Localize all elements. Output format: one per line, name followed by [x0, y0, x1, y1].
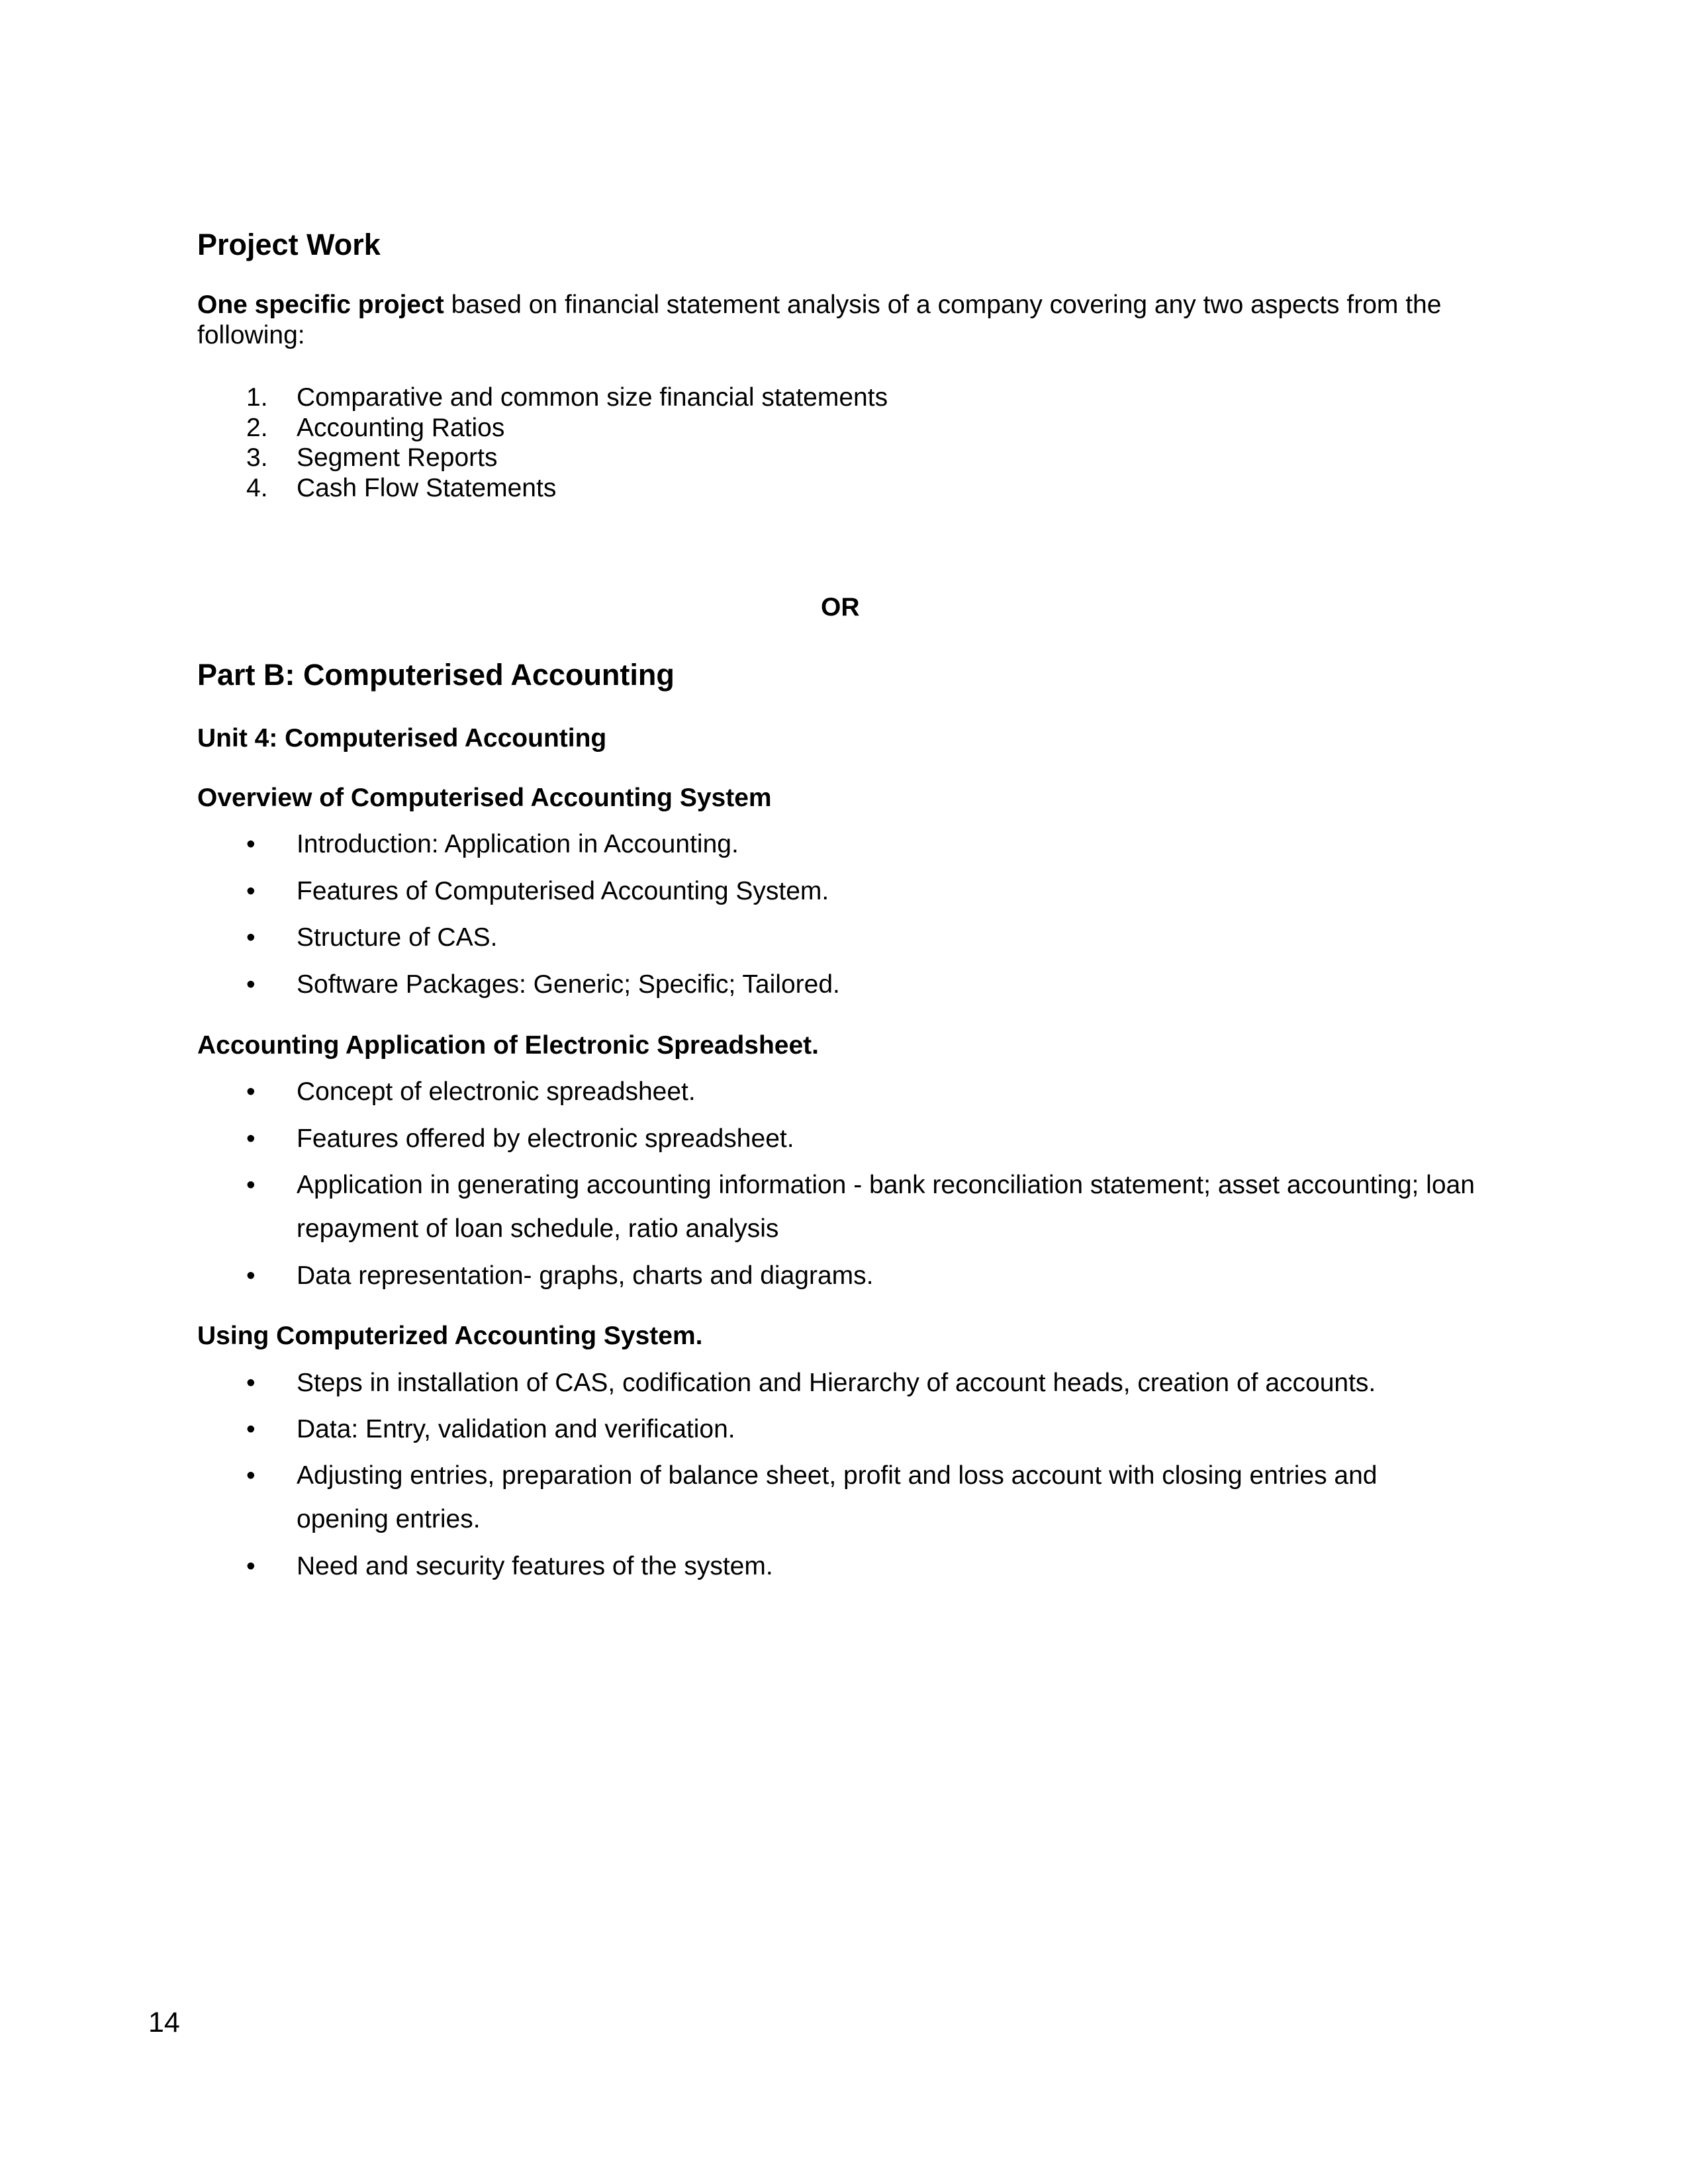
- section-heading-using-cas: Using Computerized Accounting System.: [197, 1322, 703, 1350]
- bullet: •: [246, 830, 256, 858]
- list-item: [246, 1408, 1504, 1451]
- bullet: •: [246, 877, 256, 905]
- list-item: [246, 413, 1372, 443]
- bullet-text: Introduction: Application in Accounting.: [297, 830, 739, 858]
- list-item: [246, 963, 1504, 1007]
- page-number: 14: [148, 2007, 180, 2038]
- list-number: 4.: [246, 473, 268, 502]
- bullet-text: Need and security features of the system.: [297, 1552, 773, 1580]
- part-b-title: Part B: Computerised Accounting: [197, 658, 675, 692]
- bullet: •: [246, 1415, 256, 1443]
- list-item: [246, 473, 1372, 504]
- bullet: •: [246, 1124, 256, 1153]
- bullet: •: [246, 1171, 256, 1199]
- or-separator: OR: [821, 593, 860, 621]
- list-item: [246, 1117, 1504, 1161]
- list-item: [246, 383, 1372, 413]
- list-text: Cash Flow Statements: [297, 473, 557, 502]
- bullet: •: [246, 923, 256, 952]
- list-number: 2.: [246, 413, 268, 442]
- bullet: •: [246, 970, 256, 999]
- bullet: •: [246, 1077, 256, 1106]
- project-intro: [197, 290, 1468, 351]
- bullet: •: [246, 1369, 256, 1397]
- project-aspects-list: [246, 383, 1372, 503]
- bullet-text: Adjusting entries, preparation of balance sheet, profit and loss account with closing entries and opening entries.: [297, 1461, 1378, 1533]
- list-item: [246, 1070, 1504, 1114]
- bullet-text: Structure of CAS.: [297, 923, 498, 952]
- list-number: 3.: [246, 443, 268, 472]
- list-item: [246, 443, 1372, 473]
- list-item: [246, 870, 1504, 913]
- list-text: Accounting Ratios: [297, 413, 505, 442]
- bullet-text: Steps in installation of CAS, codification and Hierarchy of account heads, creation of accounts.: [297, 1369, 1376, 1397]
- section-heading-spreadsheet: Accounting Application of Electronic Spreadsheet.: [197, 1031, 820, 1060]
- bullet: •: [246, 1461, 256, 1490]
- bullet: •: [246, 1552, 256, 1580]
- list-item: [246, 916, 1504, 960]
- bullet-text: Software Packages: Generic; Specific; Tailored.: [297, 970, 840, 999]
- bullet-text: Features of Computerised Accounting System.: [297, 877, 829, 905]
- list-item: [246, 1163, 1504, 1251]
- list-item: [246, 1545, 1504, 1588]
- list-item: [246, 1254, 1504, 1298]
- bullet-text: Application in generating accounting information - bank reconciliation statement; asset accounting; loan repayment of loan schedule, ratio analysis: [297, 1171, 1475, 1243]
- project-work-title: Project Work: [197, 228, 381, 261]
- project-intro-rest: based on financial statement analysis of a company covering any two aspects from the following:: [197, 291, 1442, 349]
- project-intro-bold: One specific project: [197, 291, 444, 319]
- bullet-text: Data representation- graphs, charts and diagrams.: [297, 1261, 874, 1290]
- list-number: 1.: [246, 383, 268, 412]
- list-text: Comparative and common size financial statements: [297, 383, 888, 412]
- list-item: [246, 823, 1504, 866]
- list-item: [246, 1361, 1504, 1405]
- bullet: •: [246, 1261, 256, 1290]
- unit-heading: Unit 4: Computerised Accounting: [197, 724, 607, 752]
- list-item: [246, 1454, 1504, 1541]
- list-text: Segment Reports: [297, 443, 498, 472]
- bullet-text: Data: Entry, validation and verification.: [297, 1415, 735, 1443]
- bullet-text: Concept of electronic spreadsheet.: [297, 1077, 696, 1106]
- bullet-text: Features offered by electronic spreadsheet.: [297, 1124, 794, 1153]
- section-heading-overview: Overview of Computerised Accounting System: [197, 784, 772, 812]
